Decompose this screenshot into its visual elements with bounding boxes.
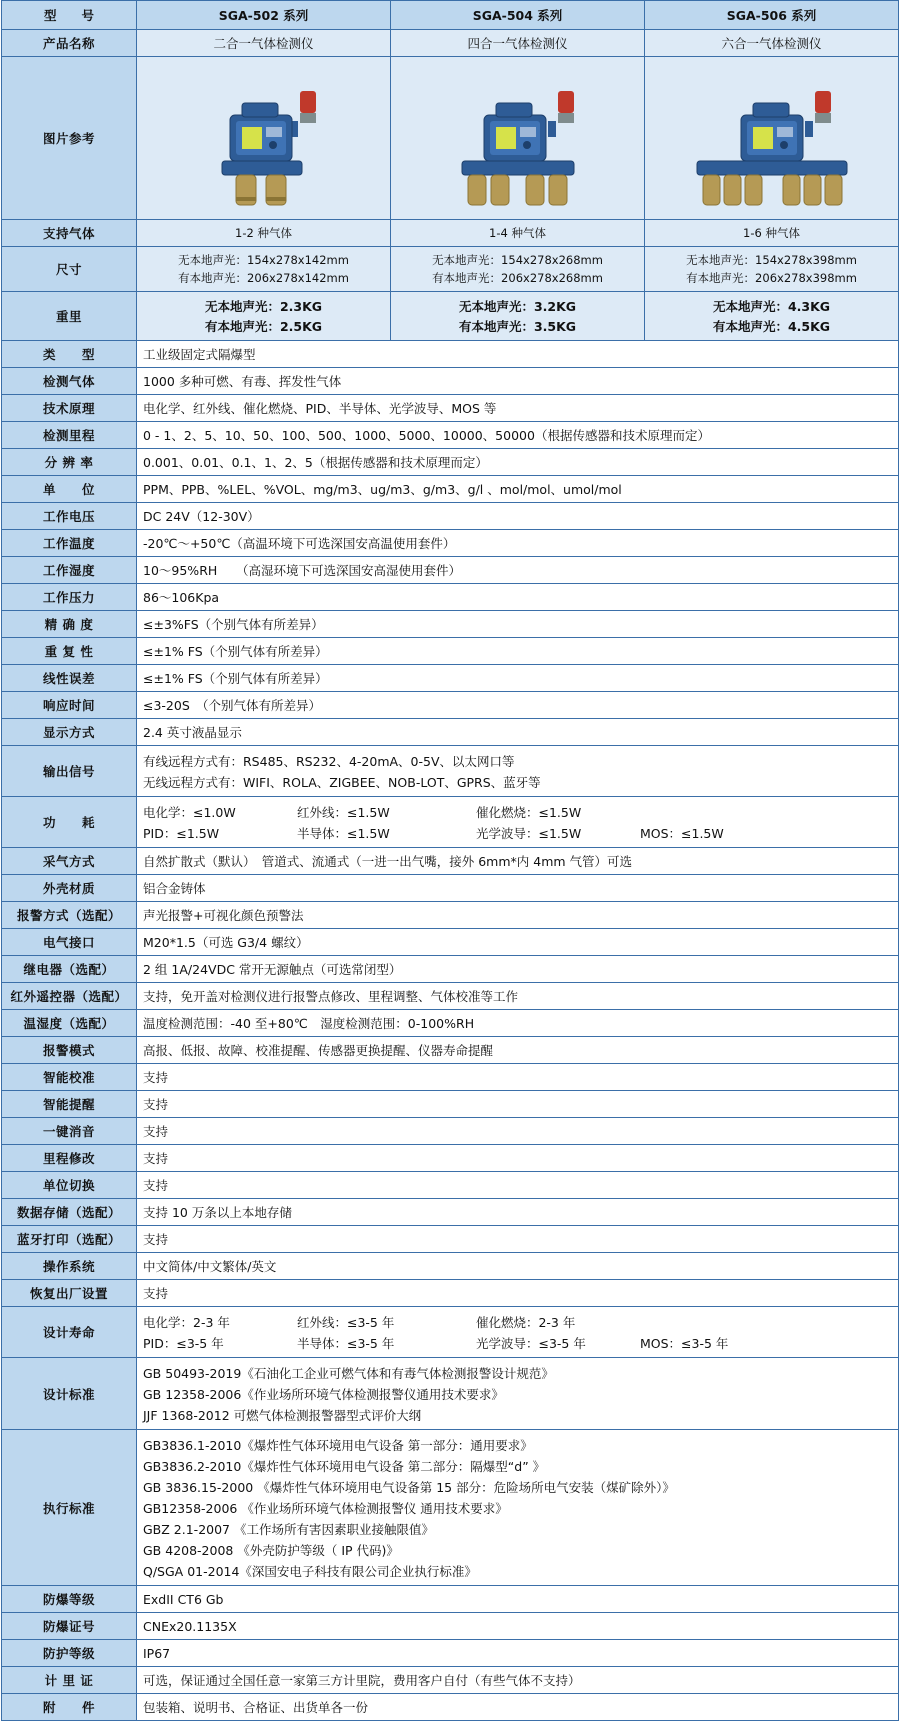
row-label-power: 功 耗 xyxy=(2,797,137,848)
value-housing: 铝合金铸体 xyxy=(137,875,899,902)
size-1 xyxy=(137,247,391,292)
table-row-size xyxy=(2,247,899,292)
exec-standard-line-7: Q/SGA 01-2014《深国安电子科技有限公司企业执行标准》 xyxy=(143,1563,477,1579)
table-row-support-gas xyxy=(2,220,899,247)
table-row-response-time xyxy=(2,692,899,719)
weight-1 xyxy=(137,292,391,341)
life-electrochemical: 电化学：2-3 年 xyxy=(143,1314,230,1330)
value-relay: 2 组 1A/24VDC 常开无源触点（可选常闭型） xyxy=(137,956,899,983)
table-row-ex-cert xyxy=(2,1613,899,1640)
value-voltage: DC 24V（12-30V） xyxy=(137,503,899,530)
table-row-detect-gas xyxy=(2,368,899,395)
size-3-line2: 有本地声光：206x278x398mm xyxy=(686,271,857,285)
table-row-accuracy xyxy=(2,611,899,638)
device-image-6 xyxy=(645,57,899,220)
row-label-metrology-cert: 计 里 证 xyxy=(2,1667,137,1694)
power-mos: MOS：≤1.5W xyxy=(639,825,724,841)
table-row-unit-switch xyxy=(2,1172,899,1199)
power-line2 xyxy=(143,822,892,843)
value-pressure: 86～106Kpa xyxy=(137,584,899,611)
value-os: 中文简体/中文繁体/英文 xyxy=(137,1253,899,1280)
product-name-2: 四合一气体检测仪 xyxy=(391,30,645,57)
life-optical: 光学波导：≤3-5 年 xyxy=(475,1335,586,1351)
value-alarm-mode: 高报、低报、故障、校准提醒、传感器更换提醒、仪器寿命提醒 xyxy=(137,1037,899,1064)
output-signal-wired: 有线远程方式有：RS485、RS232、4-20mA、0-5V、以太网口等 xyxy=(143,753,515,769)
row-label-exec-standard: 执行标准 xyxy=(2,1430,137,1586)
table-row-alarm-type xyxy=(2,902,899,929)
table-row-repeatability xyxy=(2,638,899,665)
table-row-product-name xyxy=(2,30,899,57)
row-label-resolution: 分 辨 率 xyxy=(2,449,137,476)
table-row-resolution xyxy=(2,449,899,476)
table-row-remote-control xyxy=(2,983,899,1010)
value-type: 工业级固定式隔爆型 xyxy=(137,341,899,368)
table-row-ex-rating xyxy=(2,1586,899,1613)
row-label-electrical-interface: 电气接口 xyxy=(2,929,137,956)
size-3-line1: 无本地声光：154x278x398mm xyxy=(686,253,857,267)
table-row-metrology-cert xyxy=(2,1667,899,1694)
table-row-alarm-mode xyxy=(2,1037,899,1064)
product-name-1: 二合一气体检测仪 xyxy=(137,30,391,57)
value-temperature: -20℃～+50℃（高温环境下可选深国安高温使用套件） xyxy=(137,530,899,557)
table-row-type xyxy=(2,341,899,368)
value-design-life xyxy=(137,1307,899,1358)
row-label-linearity: 线性误差 xyxy=(2,665,137,692)
weight-2-line1: 无本地声光：3.2KG xyxy=(458,299,577,314)
row-label-design-standard: 设计标准 xyxy=(2,1358,137,1430)
table-row-relay xyxy=(2,956,899,983)
value-smart-reminder: 支持 xyxy=(137,1091,899,1118)
table-row-display xyxy=(2,719,899,746)
table-row-smart-calibration xyxy=(2,1064,899,1091)
row-label-remote-control: 红外遥控器（选配） xyxy=(2,983,137,1010)
table-row-ip-rating xyxy=(2,1640,899,1667)
value-factory-reset: 支持 xyxy=(137,1280,899,1307)
size-3 xyxy=(645,247,899,292)
table-row-electrical-interface xyxy=(2,929,899,956)
value-linearity: ≤±1% FS（个别气体有所差异） xyxy=(137,665,899,692)
row-label-model: 型 号 xyxy=(2,1,137,30)
row-label-temperature: 工作温度 xyxy=(2,530,137,557)
table-row-humidity xyxy=(2,557,899,584)
row-label-weight: 重里 xyxy=(2,292,137,341)
value-alarm-type: 声光报警+可视化颜色预警法 xyxy=(137,902,899,929)
value-remote-control: 支持，免开盖对检测仪进行报警点修改、里程调整、气体校准等工作 xyxy=(137,983,899,1010)
row-label-bluetooth-print: 蓝牙打印（选配） xyxy=(2,1226,137,1253)
row-label-product-name: 产品名称 xyxy=(2,30,137,57)
row-label-type: 类 型 xyxy=(2,341,137,368)
value-ex-cert: CNEx20.1135X xyxy=(137,1613,899,1640)
table-row-pressure xyxy=(2,584,899,611)
power-semiconductor: 半导体：≤1.5W xyxy=(296,825,390,841)
weight-3 xyxy=(645,292,899,341)
row-label-smart-calibration: 智能校准 xyxy=(2,1064,137,1091)
power-pid: PID：≤1.5W xyxy=(143,825,220,841)
row-label-temp-humidity-option: 温湿度（选配） xyxy=(2,1010,137,1037)
size-2-line2: 有本地声光：206x278x268mm xyxy=(432,271,603,285)
value-metrology-cert: 可选，保证通过全国任意一家第三方计里院，费用客户自付（有些气体不支持） xyxy=(137,1667,899,1694)
exec-standard-line-4: GB12358-2006 《作业场所环境气体检测报警仪 通用技术要求》 xyxy=(143,1500,508,1516)
value-power xyxy=(137,797,899,848)
output-signal-wireless: 无线远程方式有：WIFI、ROLA、ZIGBEE、NOB-LOT、GPRS、蓝牙等 xyxy=(143,774,541,790)
row-label-ip-rating: 防护等级 xyxy=(2,1640,137,1667)
table-row-range xyxy=(2,422,899,449)
value-design-standard xyxy=(137,1358,899,1430)
table-row-unit xyxy=(2,476,899,503)
value-exec-standard xyxy=(137,1430,899,1586)
table-row-image xyxy=(2,57,899,220)
table-row-linearity xyxy=(2,665,899,692)
table-row-sampling xyxy=(2,848,899,875)
design-standard-line-1: GB 50493-2019《石油化工企业可燃气体和有毒气体检测报警设计规范》 xyxy=(143,1365,554,1381)
table-row-os xyxy=(2,1253,899,1280)
size-1-line2: 有本地声光：206x278x142mm xyxy=(178,271,349,285)
row-label-range: 检测里程 xyxy=(2,422,137,449)
weight-1-line1: 无本地声光：2.3KG xyxy=(204,299,323,314)
weight-2 xyxy=(391,292,645,341)
value-output-signal xyxy=(137,746,899,797)
value-detect-gas: 1000 多种可燃、有毒、挥发性气体 xyxy=(137,368,899,395)
table-row-data-storage xyxy=(2,1199,899,1226)
life-semiconductor: 半导体：≤3-5 年 xyxy=(296,1335,395,1351)
row-label-repeatability: 重 复 性 xyxy=(2,638,137,665)
gas-detector-illustration-6 xyxy=(657,63,887,213)
value-resolution: 0.001、0.01、0.1、1、2、5（根据传感器和技术原理而定） xyxy=(137,449,899,476)
row-label-relay: 继电器（选配） xyxy=(2,956,137,983)
weight-2-line2: 有本地声光：3.5KG xyxy=(458,319,577,334)
table-row-bluetooth-print xyxy=(2,1226,899,1253)
design-life-line1 xyxy=(143,1311,892,1332)
value-unit-switch: 支持 xyxy=(137,1172,899,1199)
weight-3-line2: 有本地声光：4.5KG xyxy=(712,319,831,334)
value-ex-rating: ExdII CT6 Gb xyxy=(137,1586,899,1613)
gas-detector-illustration-2 xyxy=(174,63,354,213)
support-gas-2: 1-4 种气体 xyxy=(391,220,645,247)
row-label-sampling: 采气方式 xyxy=(2,848,137,875)
device-image-2 xyxy=(137,57,391,220)
design-life-line2 xyxy=(143,1332,892,1353)
model-header-2: SGA-504 系列 xyxy=(391,1,645,30)
row-label-data-storage: 数据存储（选配） xyxy=(2,1199,137,1226)
support-gas-3: 1-6 种气体 xyxy=(645,220,899,247)
table-row-smart-reminder xyxy=(2,1091,899,1118)
row-label-pressure: 工作压力 xyxy=(2,584,137,611)
power-line1 xyxy=(143,801,892,822)
model-header-1: SGA-502 系列 xyxy=(137,1,391,30)
row-label-alarm-mode: 报警模式 xyxy=(2,1037,137,1064)
support-gas-1: 1-2 种气体 xyxy=(137,220,391,247)
table-row-range-modify xyxy=(2,1145,899,1172)
table-row-weight xyxy=(2,292,899,341)
table-row-one-key-mute xyxy=(2,1118,899,1145)
weight-3-line1: 无本地声光：4.3KG xyxy=(712,299,831,314)
exec-standard-line-6: GB 4208-2008 《外壳防护等级（ IP 代码)》 xyxy=(143,1542,399,1558)
row-label-support-gas: 支持气体 xyxy=(2,220,137,247)
row-label-unit-switch: 单位切换 xyxy=(2,1172,137,1199)
value-unit: PPM、PPB、%LEL、%VOL、mg/m3、ug/m3、g/m3、g/l 、mol/mol、umol/mol xyxy=(137,476,899,503)
value-tech-principle: 电化学、红外线、催化燃烧、PID、半导体、光学波导、MOS 等 xyxy=(137,395,899,422)
weight-1-line2: 有本地声光：2.5KG xyxy=(204,319,323,334)
power-catalytic: 催化燃烧：≤1.5W xyxy=(475,804,582,820)
value-bluetooth-print: 支持 xyxy=(137,1226,899,1253)
table-row-model xyxy=(2,1,899,30)
row-label-range-modify: 里程修改 xyxy=(2,1145,137,1172)
table-row-design-life xyxy=(2,1307,899,1358)
row-label-tech-principle: 技术原理 xyxy=(2,395,137,422)
value-repeatability: ≤±1% FS（个别气体有所差异） xyxy=(137,638,899,665)
size-2-line1: 无本地声光：154x278x268mm xyxy=(432,253,603,267)
exec-standard-line-1: GB3836.1-2010《爆炸性气体环境用电气设备 第一部分：通用要求》 xyxy=(143,1437,533,1453)
table-row-temp-humidity-option xyxy=(2,1010,899,1037)
life-pid: PID：≤3-5 年 xyxy=(143,1335,224,1351)
row-label-response-time: 响应时间 xyxy=(2,692,137,719)
table-row-exec-standard xyxy=(2,1430,899,1586)
device-image-4 xyxy=(391,57,645,220)
value-ip-rating: IP67 xyxy=(137,1640,899,1667)
row-label-housing: 外壳材质 xyxy=(2,875,137,902)
row-label-unit: 单 位 xyxy=(2,476,137,503)
row-label-ex-cert: 防爆证号 xyxy=(2,1613,137,1640)
row-label-factory-reset: 恢复出厂设置 xyxy=(2,1280,137,1307)
row-label-accuracy: 精 确 度 xyxy=(2,611,137,638)
row-label-smart-reminder: 智能提醒 xyxy=(2,1091,137,1118)
value-response-time: ≤3-20S （个别气体有所差异） xyxy=(137,692,899,719)
model-header-3: SGA-506 系列 xyxy=(645,1,899,30)
row-label-os: 操作系统 xyxy=(2,1253,137,1280)
table-row-temperature xyxy=(2,530,899,557)
table-row-voltage xyxy=(2,503,899,530)
product-name-3: 六合一气体检测仪 xyxy=(645,30,899,57)
row-label-output-signal: 输出信号 xyxy=(2,746,137,797)
exec-standard-line-2: GB3836.2-2010《爆炸性气体环境用电气设备 第二部分：隔爆型“d” 》 xyxy=(143,1458,546,1474)
row-label-humidity: 工作湿度 xyxy=(2,557,137,584)
value-temp-humidity-option: 温度检测范围：-40 至+80℃ 湿度检测范围：0-100%RH xyxy=(137,1010,899,1037)
table-row-output-signal xyxy=(2,746,899,797)
row-label-voltage: 工作电压 xyxy=(2,503,137,530)
power-electrochemical: 电化学：≤1.0W xyxy=(143,804,236,820)
value-data-storage: 支持 10 万条以上本地存储 xyxy=(137,1199,899,1226)
life-mos: MOS：≤3-5 年 xyxy=(639,1335,729,1351)
value-accessories: 包装箱、说明书、合格证、出货单各一份 xyxy=(137,1694,899,1721)
value-humidity: 10～95%RH （高湿环境下可选深国安高湿使用套件） xyxy=(137,557,899,584)
row-label-accessories: 附 件 xyxy=(2,1694,137,1721)
row-label-detect-gas: 检测气体 xyxy=(2,368,137,395)
value-one-key-mute: 支持 xyxy=(137,1118,899,1145)
table-row-design-standard xyxy=(2,1358,899,1430)
value-electrical-interface: M20*1.5（可选 G3/4 螺纹） xyxy=(137,929,899,956)
row-label-ex-rating: 防爆等级 xyxy=(2,1586,137,1613)
table-row-factory-reset xyxy=(2,1280,899,1307)
design-standard-line-2: GB 12358-2006《作业场所环境气体检测报警仪通用技术要求》 xyxy=(143,1386,504,1402)
table-row-accessories xyxy=(2,1694,899,1721)
value-sampling: 自然扩散式（默认） 管道式、流通式（一进一出气嘴，接外 6mm*内 4mm 气管）可选 xyxy=(137,848,899,875)
value-accuracy: ≤±3%FS（个别气体有所差异） xyxy=(137,611,899,638)
power-infrared: 红外线：≤1.5W xyxy=(296,804,390,820)
exec-standard-line-5: GBZ 2.1-2007 《工作场所有害因素职业接触限值》 xyxy=(143,1521,434,1537)
row-label-one-key-mute: 一键消音 xyxy=(2,1118,137,1145)
table-row-housing xyxy=(2,875,899,902)
row-label-display: 显示方式 xyxy=(2,719,137,746)
life-catalytic: 催化燃烧：2-3 年 xyxy=(475,1314,576,1330)
table-row-power xyxy=(2,797,899,848)
size-2 xyxy=(391,247,645,292)
row-label-design-life: 设计寿命 xyxy=(2,1307,137,1358)
value-range: 0 - 1、2、5、10、50、100、500、1000、5000、10000、50000（根据传感器和技术原理而定） xyxy=(137,422,899,449)
gas-detector-illustration-4 xyxy=(418,63,618,213)
life-infrared: 红外线：≤3-5 年 xyxy=(296,1314,395,1330)
value-smart-calibration: 支持 xyxy=(137,1064,899,1091)
row-label-size: 尺寸 xyxy=(2,247,137,292)
size-1-line1: 无本地声光：154x278x142mm xyxy=(178,253,349,267)
table-row-tech-principle xyxy=(2,395,899,422)
spec-table xyxy=(1,0,899,1721)
row-label-image: 图片参考 xyxy=(2,57,137,220)
value-range-modify: 支持 xyxy=(137,1145,899,1172)
design-standard-line-3: JJF 1368-2012 可燃气体检测报警器型式评价大纲 xyxy=(143,1407,422,1423)
value-display: 2.4 英寸液晶显示 xyxy=(137,719,899,746)
exec-standard-line-3: GB 3836.15-2000 《爆炸性气体环境用电气设备第 15 部分：危险场所电气安装（煤矿除外）》 xyxy=(143,1479,675,1495)
power-optical: 光学波导：≤1.5W xyxy=(475,825,582,841)
row-label-alarm-type: 报警方式（选配） xyxy=(2,902,137,929)
